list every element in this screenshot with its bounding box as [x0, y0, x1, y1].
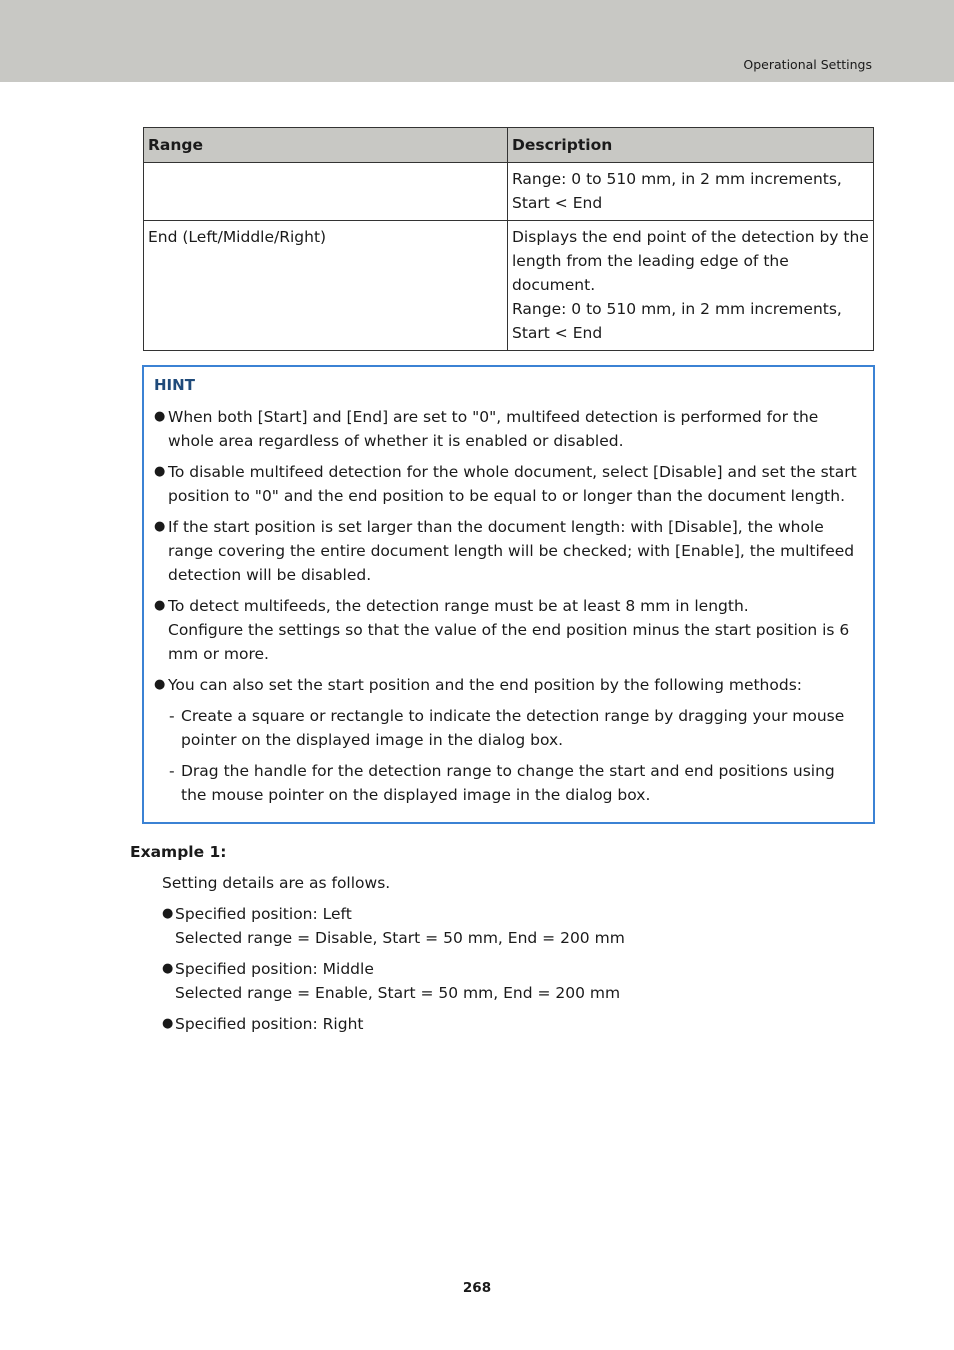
example-line: Specified position: Middle — [175, 960, 374, 978]
example-item — [162, 1012, 862, 1036]
hint-text: To detect multifeeds, the detection range must be at least 8 mm in length. — [168, 597, 749, 615]
hint-text: When both [Start] and [End] are set to "0", multifeed detection is performed for the whole area regardless of whether it is enabled or disabled. — [168, 408, 819, 450]
hint-item — [154, 673, 864, 697]
column-header-range: Range — [144, 128, 508, 163]
table-row — [144, 221, 874, 351]
example-heading: Example 1: — [130, 843, 227, 861]
example-item — [162, 957, 862, 1005]
bullet-icon: ● — [162, 906, 174, 921]
hint-text: To disable multifeed detection for the whole document, select [Disable] and set the start position to "0" and the end position to be equal to or longer than the document length. — [168, 463, 857, 505]
settings-table — [143, 127, 874, 351]
hint-title: HINT — [154, 376, 195, 394]
description-cell — [508, 221, 874, 351]
bullet-icon: ● — [154, 677, 166, 692]
range-cell: End (Left/Middle/Right) — [144, 221, 508, 351]
bullet-icon: ● — [154, 464, 166, 479]
dash-icon: - — [169, 707, 175, 725]
hint-item — [154, 594, 864, 666]
hint-text: You can also set the start position and the end position by the following methods: — [168, 676, 803, 694]
hint-item — [154, 405, 864, 453]
example-line: Selected range = Disable, Start = 50 mm, End = 200 mm — [175, 929, 625, 947]
hint-sub-item — [154, 704, 864, 752]
hint-item — [154, 460, 864, 508]
hint-item — [154, 515, 864, 587]
hint-list — [154, 405, 864, 814]
hint-sub-text: Create a square or rectangle to indicate the detection range by dragging your mouse pointer on the displayed image in the dialog box. — [181, 707, 845, 749]
table-header-row — [144, 128, 874, 163]
description-line: Displays the end point of the detection by the length from the leading edge of the document. — [512, 228, 869, 294]
page-number: 268 — [462, 1280, 492, 1296]
range-cell — [144, 163, 508, 221]
table-row — [144, 163, 874, 221]
description-cell — [508, 163, 874, 221]
hint-sub-text: Drag the handle for the detection range to change the start and end positions using the mouse pointer on the displayed image in the dialog box. — [181, 762, 835, 804]
description-line: Range: 0 to 510 mm, in 2 mm increments, Start < End — [512, 300, 842, 342]
hint-sub-item — [154, 759, 864, 807]
description-line: Range: 0 to 510 mm, in 2 mm increments, Start < End — [512, 170, 842, 212]
hint-box — [142, 365, 875, 824]
example-item — [162, 902, 862, 950]
header-band — [0, 0, 954, 82]
section-title: Operational Settings — [743, 57, 872, 72]
hint-text: If the start position is set larger than the document length: with [Disable], the whole range covering the entire document length will be checked; with [Enable], the multifeed detection will be disabled. — [168, 518, 855, 584]
bullet-icon: ● — [154, 598, 166, 613]
dash-icon: - — [169, 762, 175, 780]
bullet-icon: ● — [162, 1016, 174, 1031]
hint-text: Configure the settings so that the value of the end position minus the start position is 6 mm or more. — [168, 621, 850, 663]
example-intro: Setting details are as follows. — [162, 874, 391, 892]
bullet-icon: ● — [154, 519, 166, 534]
example-line: Selected range = Enable, Start = 50 mm, End = 200 mm — [175, 984, 621, 1002]
example-line: Specified position: Right — [175, 1015, 364, 1033]
column-header-description: Description — [508, 128, 874, 163]
example-line: Specified position: Left — [175, 905, 352, 923]
example-list — [162, 902, 862, 1043]
bullet-icon: ● — [154, 409, 166, 424]
bullet-icon: ● — [162, 961, 174, 976]
